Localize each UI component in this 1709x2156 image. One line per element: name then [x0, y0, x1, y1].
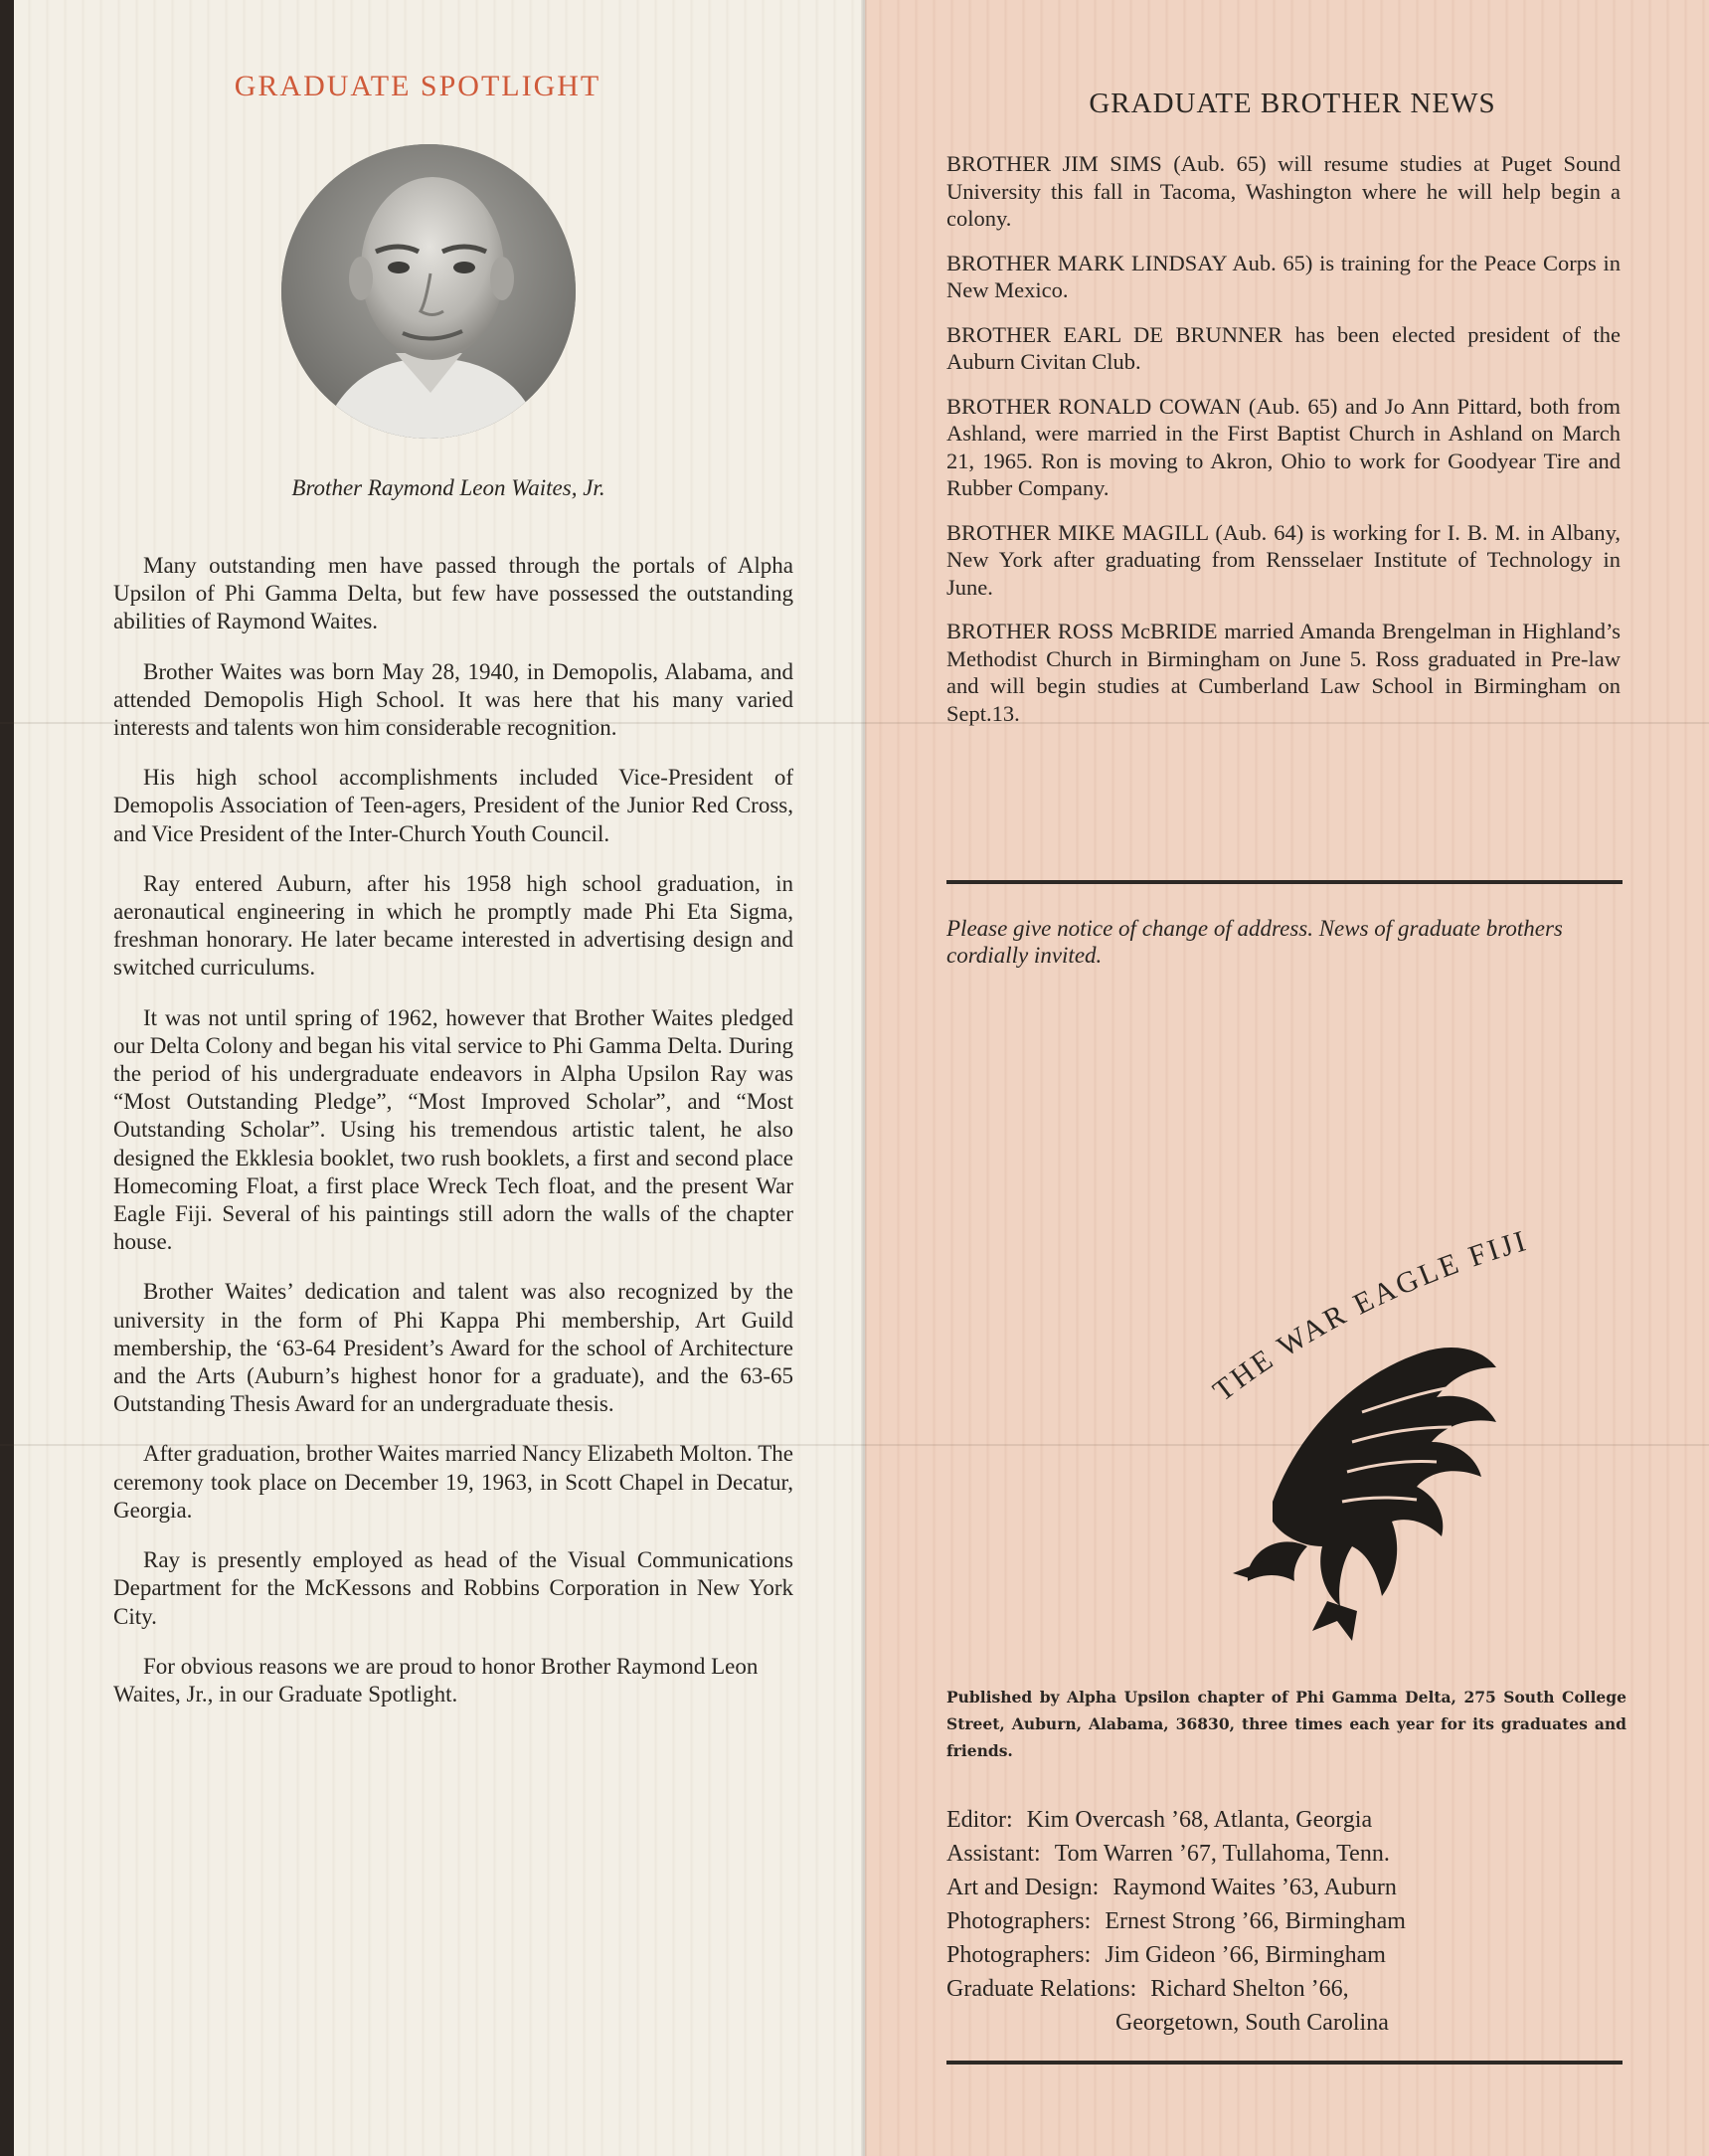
news-list: [946, 150, 1621, 744]
news-item: BROTHER JIM SIMS (Aub. 65) will resume studies at Puget Sound University this fall in Tacoma, Washington where he will help begin a colony.: [946, 151, 1621, 231]
news-item: BROTHER RONALD COWAN (Aub. 65) and Jo Ann Pittard, both from Ashland, were married in the First Baptist Church in Ashland on March 21, 1965. Ron is moving to Akron, Ohio to work for Goodyear Tire and Rubber Company.: [946, 393, 1621, 500]
staff-row: [946, 1803, 1623, 1837]
masthead-logo: [1153, 1203, 1630, 1701]
staff-role: Photographers:: [946, 1942, 1092, 1968]
news-item: BROTHER MIKE MAGILL (Aub. 64) is working for I. B. M. in Albany, New York after graduating from Rensselaer Institute of Technology in June.: [946, 519, 1621, 600]
news-item: BROTHER ROSS McBRIDE married Amanda Brengelman in Highland’s Methodist Church in Birmingham on June 5. Ross graduated in Pre-law and will begin studies at Cumberland Law School in Birmingham on Sept.13.: [946, 619, 1621, 726]
eagle-icon: [1233, 1348, 1496, 1641]
article-paragraph: His high school accomplishments included Vice-President of Demopolis Association of Teen-agers, President of the Junior Red Cross, and Vice President of the Inter-Church Youth Council.: [113, 765, 793, 846]
article-paragraph: Ray is presently employed as head of the Visual Communications Department for the McKessons and Robbins Corporation in New York City.: [113, 1547, 793, 1629]
spotlight-article: [113, 552, 793, 1730]
article-paragraph: It was not until spring of 1962, however that Brother Waites pledged our Delta Colony and began his vital service to Phi Gamma Delta. During the period of his undergraduate endeavors in Alpha Upsilon Ray was “Most Outstanding Pledge”, “Most Improved Scholar”, and “Most Outstanding Scholar”. Using his tremendous artistic talent, he also designed the Ekklesia booklet, two rush booklets, a first and second place Homecoming Float, a first place Wreck Tech float, and the present War Eagle Fiji. Several of his paintings still adorn the walls of the chapter house.: [113, 1004, 793, 1255]
article-paragraph: Brother Waites’ dedication and talent was also recognized by the university in the form of Phi Kappa Phi membership, Art Guild membership, the ‘63-64 President’s Award for the school of Architecture and the Arts (Auburn’s highest honor for a graduate), and the 63-65 Outstanding Thesis Award for an undergraduate thesis.: [113, 1279, 793, 1417]
article-paragraph: For obvious reasons we are proud to honor Brother Raymond Leon Waites, Jr., in our Graduate Spotlight.: [113, 1653, 759, 1707]
staff-row: [946, 1938, 1623, 1972]
staff-name: Richard Shelton ’66,: [1150, 1976, 1349, 2002]
portrait-caption: Brother Raymond Leon Waites, Jr.: [291, 475, 605, 500]
masthead-title: THE WAR EAGLE FIJI: [1207, 1223, 1532, 1408]
staff-role: Graduate Relations:: [946, 1976, 1137, 2002]
article-paragraph: Brother Waites was born May 28, 1940, in Demopolis, Alabama, and attended Demopolis High School. It was here that his many varied interests and talents won him considerable recognition.: [113, 658, 793, 741]
staff-row: [946, 1904, 1623, 1938]
article-paragraph: After graduation, brother Waites married Nancy Elizabeth Molton. The ceremony took place on December 19, 1963, in Scott Chapel in Decatur, Georgia.: [113, 1441, 793, 1523]
article-paragraph: Ray entered Auburn, after his 1958 high school graduation, in aeronautical engineering in which he promptly made Phi Eta Sigma, freshman honorary. He later became interested in advertising design and switched curriculums.: [113, 870, 793, 981]
article-paragraph: Many outstanding men have passed through the portals of Alpha Upsilon of Phi Gamma Delta, but few have possessed the outstanding abilities of Raymond Waites.: [113, 553, 793, 634]
staff-role: Editor:: [946, 1807, 1013, 1833]
staff-name: Kim Overcash ’68, Atlanta, Georgia: [1026, 1807, 1373, 1833]
spotlight-heading: GRADUATE SPOTLIGHT: [234, 70, 601, 102]
staff-continuation: Georgetown, South Carolina: [1115, 2010, 1389, 2036]
staff-name: Ernest Strong ’66, Birmingham: [1105, 1908, 1406, 1934]
publication-info: Published by Alpha Upsilon chapter of Phi Gamma Delta, 275 South College Street, Auburn, Alabama, 36830, three times each year for its graduates and friends.: [946, 1688, 1626, 1760]
news-item: BROTHER EARL DE BRUNNER has been elected president of the Auburn Civitan Club.: [946, 321, 1621, 374]
divider-rule: [946, 880, 1623, 884]
address-notice: Please give notice of change of address. News of graduate brothers cordially invited.: [946, 916, 1563, 968]
staff-name: Raymond Waites ’63, Auburn: [1112, 1875, 1397, 1900]
staff-name: Jim Gideon ’66, Birmingham: [1105, 1942, 1386, 1968]
news-item: BROTHER MARK LINDSAY Aub. 65) is training for the Peace Corps in New Mexico.: [946, 250, 1621, 302]
staff-role: Assistant:: [946, 1841, 1041, 1867]
staff-name: Tom Warren ’67, Tullahoma, Tenn.: [1054, 1841, 1390, 1867]
staff-role: Photographers:: [946, 1908, 1092, 1934]
staff-row: [946, 1837, 1623, 1871]
staff-role: Art and Design:: [946, 1875, 1100, 1900]
staff-list: [946, 1803, 1623, 2040]
bottom-rule: [946, 2061, 1623, 2065]
news-heading: GRADUATE BROTHER NEWS: [1089, 88, 1496, 119]
page-spine: [861, 0, 867, 2156]
staff-row: [946, 1871, 1623, 1904]
staff-row: [946, 1972, 1623, 2006]
portrait-photo: [281, 144, 576, 439]
